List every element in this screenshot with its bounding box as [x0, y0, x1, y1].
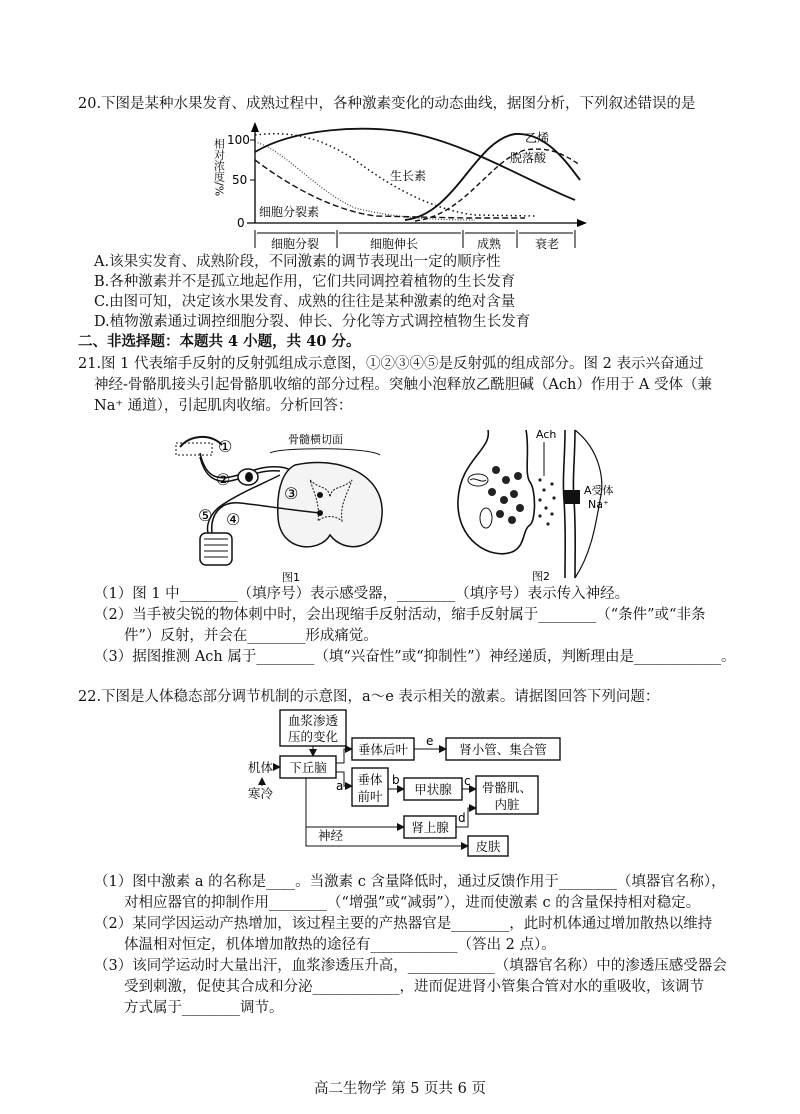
box-hypothalamus: 下丘脑: [289, 760, 327, 775]
label-ethylene: 乙烯: [525, 131, 550, 145]
box-thyroid: 甲状腺: [414, 782, 452, 797]
receptor-label: A受体: [584, 484, 614, 497]
q22-sub3-b: 受到刺激，促使其合成和分泌____________，进而促进肾小管集合管对水的重吸收，该调节: [124, 979, 704, 995]
box-skin: 皮肤: [475, 839, 501, 854]
label-auxin: 生长素: [390, 169, 427, 183]
q21-stem-3: Na⁺ 通道），引起肌肉收缩。分析回答：: [94, 398, 353, 414]
muscle-icon: [200, 533, 232, 565]
label-b: b: [392, 773, 400, 787]
label-a: a: [336, 779, 344, 793]
box-kidney: 肾小管、集合管: [459, 742, 547, 757]
mark-5: ⑤: [198, 506, 213, 525]
q22-sub3-c: 方式属于________调节。: [124, 1000, 284, 1016]
box-plasma-1: 血浆渗透: [287, 713, 339, 728]
box-anterior-1: 垂体: [357, 772, 383, 787]
q22-sub1-a: （1）图中激素 a 的名称是____。当激素 c 含量降低时，通过反馈作用于________（填器官名称），: [94, 874, 726, 890]
q21-sub2-a: （2）当手被尖锐的物体刺中时，会出现缩手反射活动，缩手反射属于________（“条件”或“非条: [94, 607, 706, 623]
na-label: Na⁺: [588, 498, 609, 511]
curve-ethylene: [405, 134, 580, 220]
mark-4: ④: [226, 510, 241, 529]
stage-elongation: 细胞伸长: [370, 237, 419, 251]
curve-aba: [415, 149, 580, 221]
page-footer: 高二生物学 第 5 页共 6 页: [314, 1081, 486, 1097]
fig2-caption: 图2: [532, 570, 550, 583]
a-receptor-icon: [564, 490, 580, 504]
q20-option-b: B.各种激素并不是孤立地起作用，它们共同调控着植物的生长发育: [94, 274, 516, 290]
q21-sub3: （3）据图推测 Ach 属于________（填“兴奋性”或“抑制性”）神经递质，判断理由是____________。: [94, 649, 736, 665]
q20-option-a: A.该果实发育、成熟阶段，不同激素的调节表现出一定的顺序性: [94, 254, 501, 270]
mark-1: ①: [218, 437, 233, 456]
q20-stem: 20.下图是某种水果发育、成熟过程中，各种激素变化的动态曲线，据图分析，下列叙述错误的是: [78, 96, 696, 112]
box-plasma-2: 压的变化: [287, 729, 339, 744]
q22-sub1-b: 对相应器官的抑制作用________（“增强”或“减弱”），进而使激素 c 的含量保持相对稳定。: [124, 895, 701, 911]
y-tick-0: 0: [237, 216, 245, 230]
fig1-title: 骨髓横切面: [288, 433, 343, 446]
q20-option-c: C.由图可知，决定该水果发育、成熟的往往是某种激素的绝对含量: [94, 294, 516, 310]
mark-2: ②: [216, 470, 231, 489]
label-nerve: 神经: [318, 828, 344, 843]
stage-ripening: 成熟: [477, 237, 502, 251]
y-tick-100: 100: [227, 133, 250, 147]
fig1-caption: 图1: [282, 571, 300, 584]
label-body: 机体: [248, 760, 274, 775]
box-muscle-1: 骨骼肌、: [481, 780, 533, 795]
q22-stem: 22.下图是人体稳态部分调节机制的示意图，a～e 表示相关的激素。请据图回答下列问题：: [78, 689, 660, 705]
y-axis-label: 相对浓度/%: [212, 138, 226, 197]
q22-sub2-b: 体温相对恒定，机体增加散热的途径有____________（答出 2 点）。: [124, 937, 556, 953]
box-posterior: 垂体后叶: [357, 742, 409, 757]
q21-sub1: （1）图 1 中________（填序号）表示感受器，________（填序号）表示传入神经。: [94, 586, 630, 602]
q22-sub3-a: （3）该同学运动时大量出汗，血浆渗透压升高，____________（填器官名称）中的渗透压感受器会: [94, 958, 727, 974]
section-heading: 二、非选择题：本题共 4 小题，共 40 分。: [78, 333, 361, 350]
label-aba: 脱落酸: [510, 151, 547, 165]
q22-sub2-a: （2）某同学因运动产热增加，该过程主要的产热器官是________，此时机体通过增加散热以维持: [94, 916, 713, 932]
mark-3: ③: [284, 484, 299, 503]
label-d: d: [458, 811, 466, 825]
box-anterior-2: 前叶: [357, 789, 383, 804]
reflex-arc-figure: [170, 425, 410, 585]
box-adrenal: 肾上腺: [411, 820, 449, 835]
q20-option-d: D.植物激素通过调控细胞分裂、伸长、分化等方式调控植物生长发育: [94, 314, 531, 330]
stage-division: 细胞分裂: [271, 237, 320, 251]
synapse-figure: [440, 420, 650, 585]
stage-senescence: 衰老: [535, 237, 560, 251]
q21-stem-2: 神经-骨骼肌接头引起骨骼肌收缩的部分过程。突触小泡释放乙酰胆碱（Ach）作用于 A 受体（兼: [94, 377, 713, 393]
q21-stem-1: 21.图 1 代表缩手反射的反射弧组成示意图，①②③④⑤是反射弧的组成部分。图 2 表示兴奋通过: [78, 356, 704, 372]
label-e: e: [426, 734, 434, 748]
label-cytokinin: 细胞分裂素: [259, 205, 320, 219]
box-muscle-2: 内脏: [494, 797, 520, 812]
ach-label: Ach: [536, 428, 557, 441]
regulation-diagram: [240, 708, 570, 858]
label-c: c: [464, 774, 471, 788]
label-cold: 寒冷: [248, 786, 274, 801]
hormone-curve-chart: [205, 120, 595, 260]
y-tick-50: 50: [232, 173, 248, 187]
q21-sub2-b: 件”）反射，并会在________形成痛觉。: [124, 628, 378, 644]
